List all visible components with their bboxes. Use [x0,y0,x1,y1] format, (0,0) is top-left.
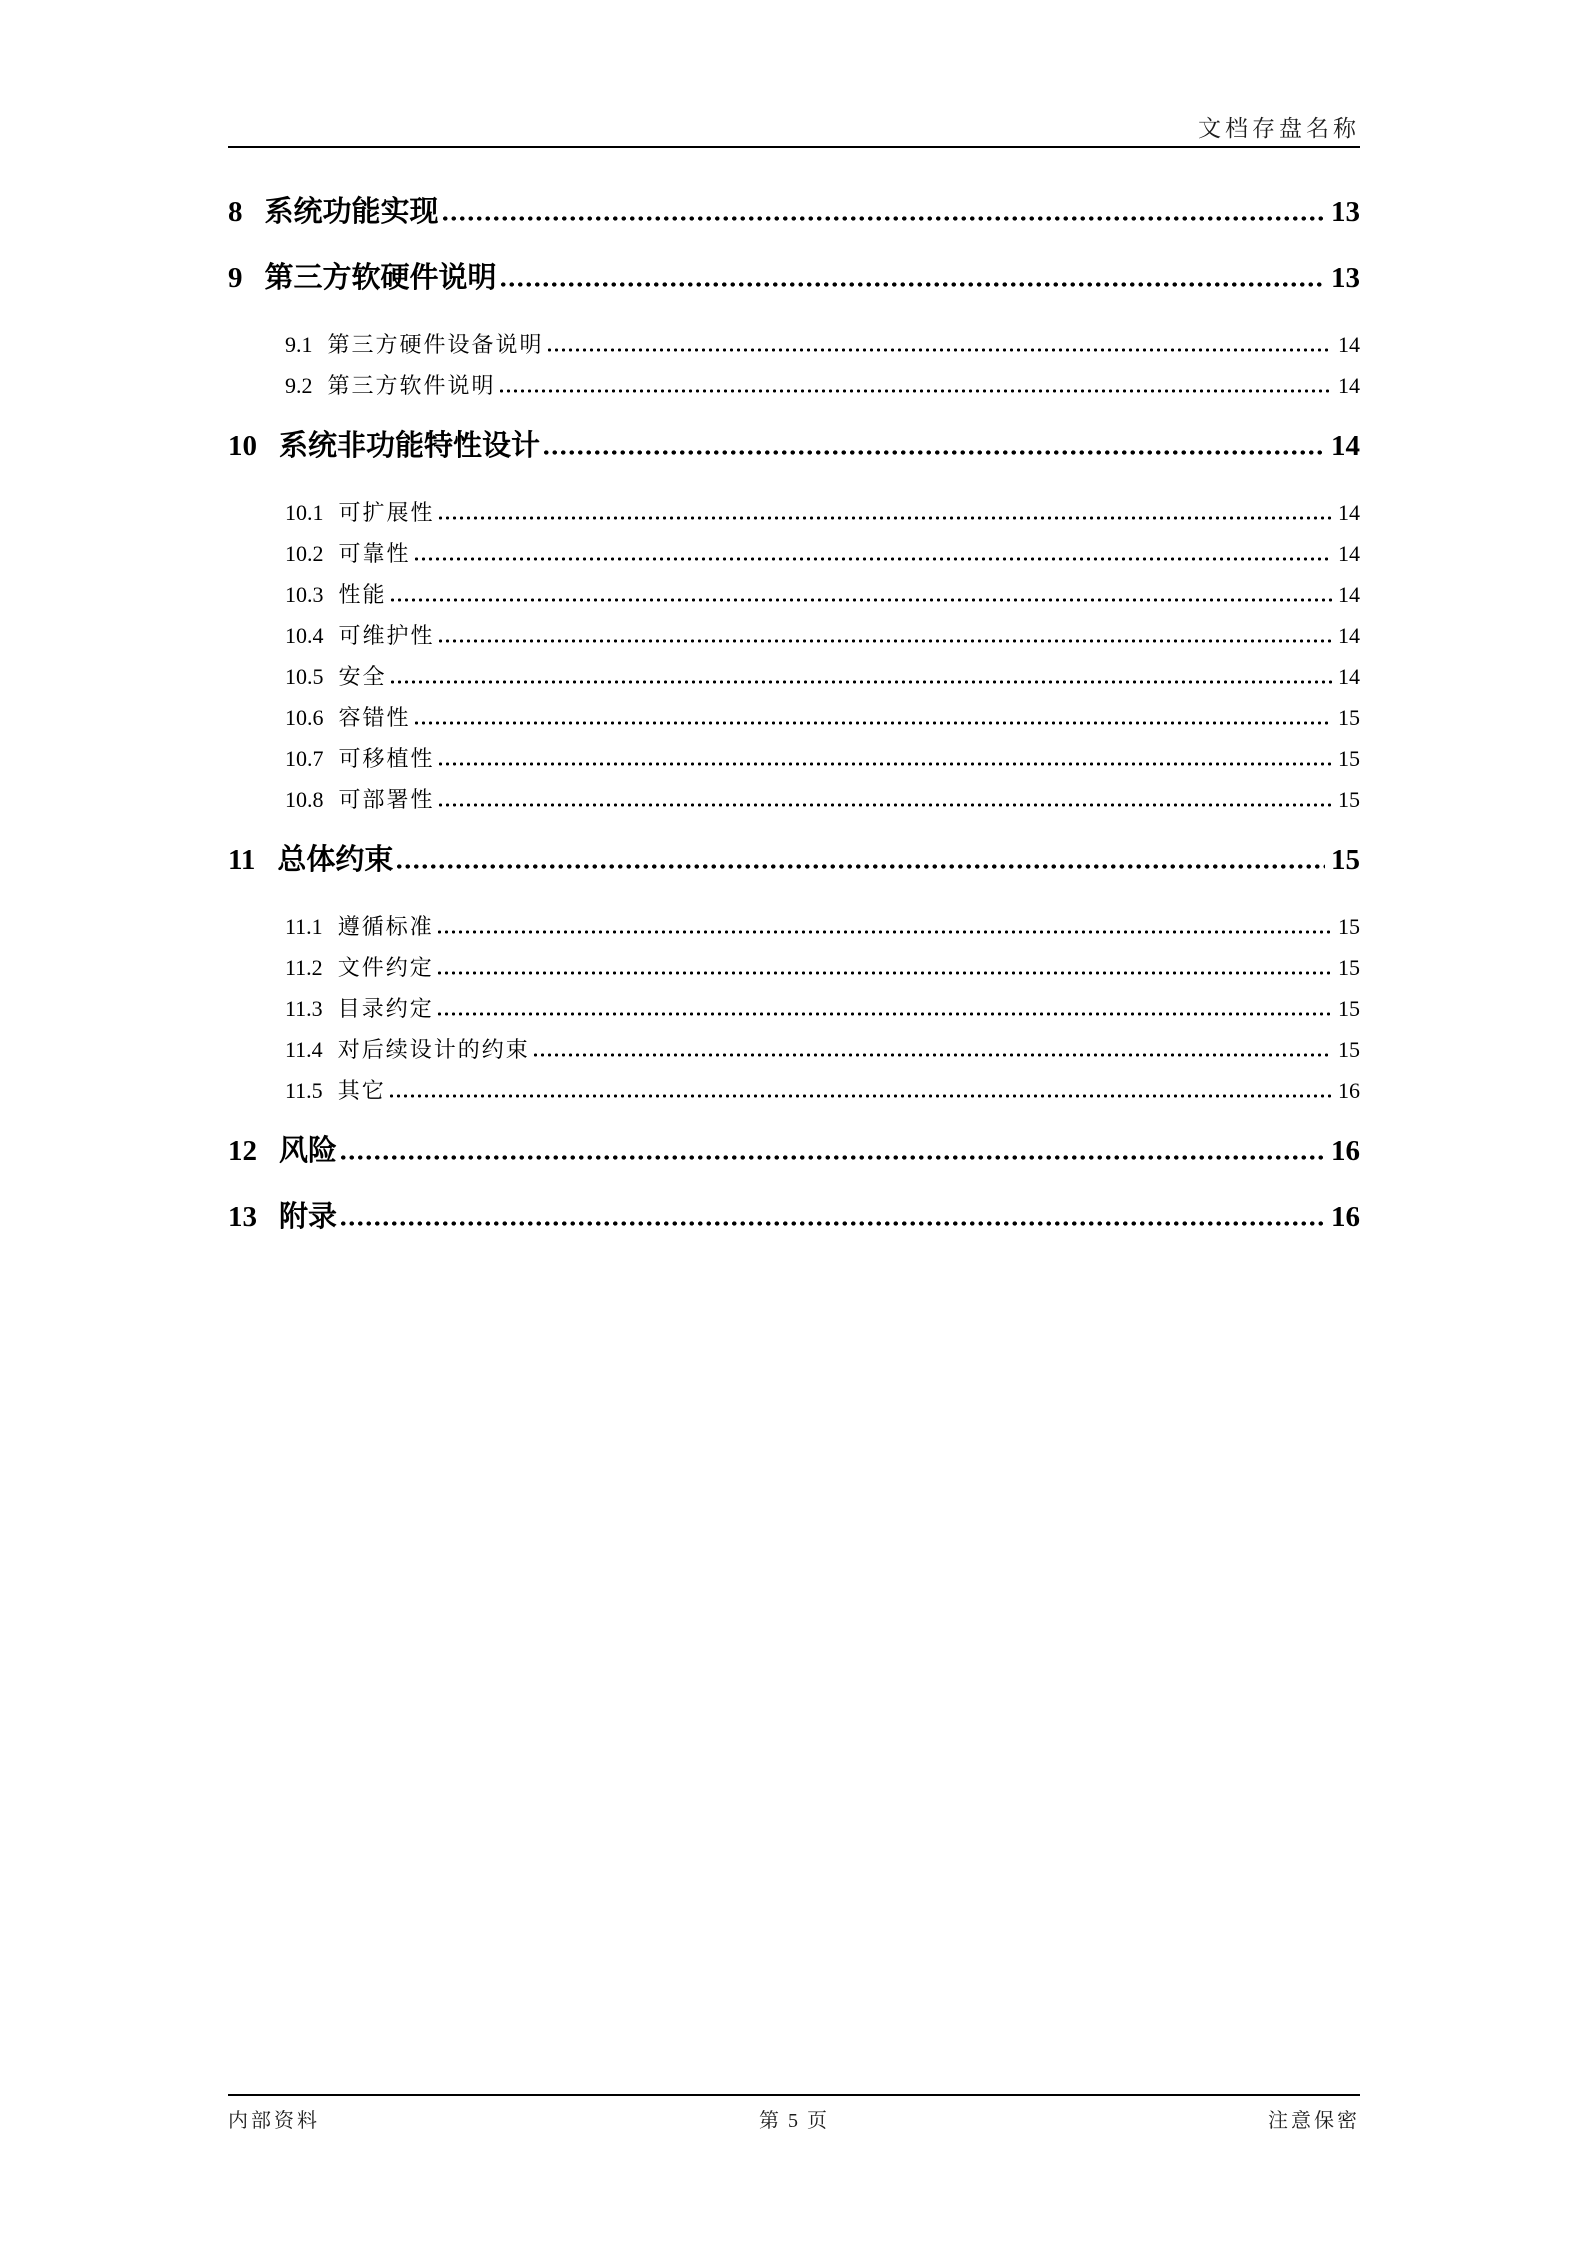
toc-entry-title: 对后续设计的约束 [337,1037,530,1062]
toc-entry-page: 15 [1331,844,1360,876]
toc-dot-leader [542,448,1325,455]
toc-entry-number: 10.2 [285,541,324,566]
toc-entry-page: 14 [1338,541,1360,566]
toc-entry-title: 总体约束 [277,844,394,876]
toc-entry-number: 10.1 [285,500,324,525]
toc-dot-leader [437,514,1332,520]
toc-entry-title: 可扩展性 [338,500,435,525]
toc-entry-number: 10.3 [285,582,324,607]
toc-entry-title: 可移植性 [338,746,435,771]
toc-entry-title: 可部署性 [338,787,435,812]
toc-dot-leader [437,801,1332,807]
toc-entry-number: 13 [228,1201,257,1233]
toc-entry-number: 11.1 [285,914,323,939]
toc-entry[interactable] [228,574,1360,615]
toc-entry-title: 可靠性 [338,541,411,566]
toc-dot-leader [546,346,1332,352]
toc-dot-leader [532,1051,1332,1057]
footer-confidentiality: 注意保密 [1268,2110,1360,2132]
toc-entry-page: 15 [1338,996,1360,1021]
toc-entry-title: 第三方硬件设备说明 [327,332,544,357]
toc-entry-title: 性能 [338,582,387,607]
toc-entry-title: 容错性 [338,705,411,730]
toc-entry-page: 15 [1338,705,1360,730]
toc-entry-number: 10.6 [285,705,324,730]
toc-entry-title: 可维护性 [338,623,435,648]
toc-entry[interactable] [228,615,1360,656]
toc-entry-number: 10 [228,430,257,462]
toc-entry[interactable] [228,738,1360,779]
toc-entry-number: 10.7 [285,746,324,771]
toc-entry-page: 16 [1331,1135,1360,1167]
toc-entry-number: 9 [228,262,243,294]
toc-dot-leader [413,555,1332,561]
toc-entry-number: 10.5 [285,664,324,689]
toc-entry[interactable] [228,779,1360,820]
toc-entry[interactable] [228,258,1360,298]
toc-dot-leader [437,637,1332,643]
toc-entry-number: 9.1 [285,332,313,357]
toc-dot-leader [339,1219,1325,1226]
toc-entry-title: 系统非功能特性设计 [279,430,541,462]
toc-entry-number: 11.4 [285,1037,323,1062]
toc-dot-leader [436,969,1332,975]
toc-entry-number: 11.5 [285,1078,323,1103]
toc-entry-number: 11.3 [285,996,323,1021]
toc-entry-page: 14 [1338,664,1360,689]
toc-entry-title: 安全 [338,664,387,689]
toc-entry[interactable] [228,697,1360,738]
toc-entry[interactable] [228,492,1360,533]
toc-entry-number: 11.2 [285,955,323,980]
toc-entry-page: 13 [1331,262,1360,294]
toc-entry-title: 目录约定 [337,996,434,1021]
table-of-contents [228,192,1360,1263]
toc-dot-leader [413,719,1332,725]
toc-entry-page: 15 [1338,955,1360,980]
toc-dot-leader [499,280,1325,287]
header-doc-name: 文档存盘名称 [1198,116,1360,141]
toc-dot-leader [441,214,1325,221]
toc-entry-title: 系统功能实现 [264,196,439,228]
toc-entry-page: 15 [1338,914,1360,939]
footer-rule [228,2094,1360,2096]
toc-entry[interactable] [228,1029,1360,1070]
toc-entry-page: 14 [1338,582,1360,607]
toc-entry-number: 10.8 [285,787,324,812]
toc-entry-page: 15 [1338,746,1360,771]
toc-entry-page: 14 [1338,332,1360,357]
toc-entry[interactable] [228,1070,1360,1111]
toc-entry-title: 文件约定 [337,955,434,980]
toc-entry[interactable] [228,840,1360,880]
toc-entry-number: 9.2 [285,373,313,398]
toc-entry[interactable] [228,656,1360,697]
toc-entry-page: 15 [1338,787,1360,812]
footer-classification: 内部资料 [228,2110,320,2132]
toc-entry-page: 16 [1331,1201,1360,1233]
toc-dot-leader [395,862,1325,869]
toc-entry[interactable] [228,1131,1360,1171]
toc-entry[interactable] [228,365,1360,406]
toc-entry[interactable] [228,988,1360,1029]
toc-entry[interactable] [228,947,1360,988]
toc-entry-number: 10.4 [285,623,324,648]
toc-entry-title: 其它 [337,1078,386,1103]
toc-entry-number: 8 [228,196,243,228]
toc-dot-leader [388,1092,1332,1098]
toc-entry-title: 遵循标准 [337,914,434,939]
toc-entry-title: 附录 [279,1201,338,1233]
toc-entry-page: 14 [1331,430,1360,462]
toc-entry-page: 16 [1338,1078,1360,1103]
toc-dot-leader [389,596,1332,602]
toc-entry-page: 14 [1338,623,1360,648]
toc-entry[interactable] [228,906,1360,947]
toc-entry-number: 12 [228,1135,257,1167]
toc-entry-page: 14 [1338,373,1360,398]
toc-dot-leader [339,1153,1325,1160]
toc-entry-title: 第三方软硬件说明 [264,262,497,294]
toc-entry[interactable] [228,533,1360,574]
toc-dot-leader [436,1010,1332,1016]
toc-entry-title: 风险 [279,1135,338,1167]
toc-dot-leader [437,760,1332,766]
toc-entry-page: 13 [1331,196,1360,228]
toc-entry-title: 第三方软件说明 [327,373,496,398]
toc-entry-page: 15 [1338,1037,1360,1062]
toc-dot-leader [389,678,1332,684]
toc-entry[interactable] [228,324,1360,365]
toc-dot-leader [436,928,1332,934]
toc-entry[interactable] [228,426,1360,466]
toc-dot-leader [498,387,1332,393]
toc-entry-number: 11 [228,844,256,876]
toc-entry-page: 14 [1338,500,1360,525]
toc-entry[interactable] [228,192,1360,232]
footer-page-number: 第 5 页 [759,2110,829,2132]
toc-entry[interactable] [228,1197,1360,1237]
header-rule [228,146,1360,148]
